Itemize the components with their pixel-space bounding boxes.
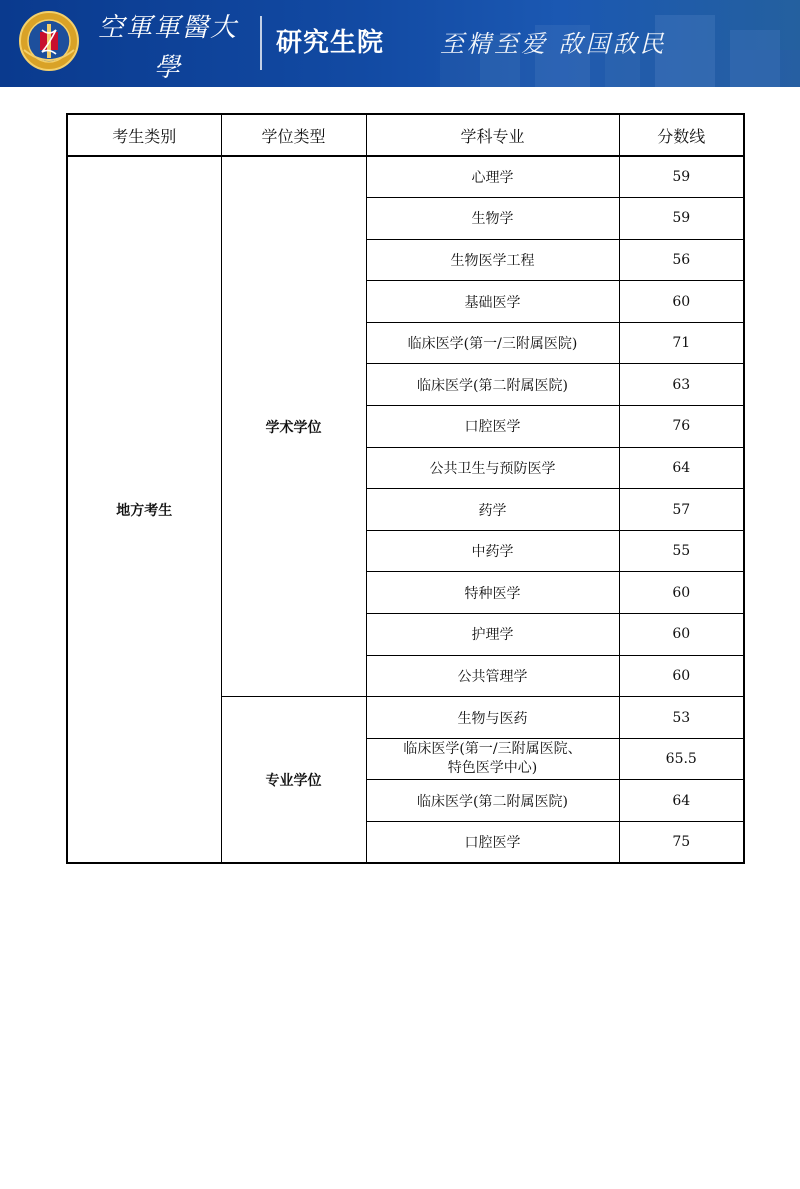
score-cell: 63 [619, 364, 744, 406]
department-name: 研究生院 [276, 28, 385, 58]
score-cell: 59 [619, 156, 744, 198]
major-cell: 生物学 [366, 198, 619, 240]
degree-cell-academic: 学术学位 [221, 156, 366, 697]
score-cell: 60 [619, 281, 744, 323]
major-cell: 药学 [366, 489, 619, 531]
header-banner [0, 0, 800, 104]
header-slogan: 至精至爱 敌国敌民 [440, 30, 667, 58]
score-cell: 60 [619, 614, 744, 656]
school-name: 空軍軍醫大學 [97, 13, 238, 83]
table-row [67, 156, 744, 198]
header-degree-type: 学位类型 [221, 114, 366, 156]
school-subtitle: （第四軍医大学） [111, 90, 224, 104]
score-cell: 56 [619, 239, 744, 281]
major-cell: 公共管理学 [366, 655, 619, 697]
header-major: 学科专业 [366, 114, 619, 156]
major-cell: 临床医学(第二附属医院) [366, 364, 619, 406]
major-line-2: 特色医学中心) [447, 760, 538, 777]
header-category: 考生类别 [67, 114, 221, 156]
major-cell: 临床医学(第一/三附属医院) [366, 322, 619, 364]
major-line-1: 临床医学(第一/三附属医院、 [403, 741, 582, 758]
major-cell: 口腔医学 [366, 822, 619, 864]
score-cell: 75 [619, 822, 744, 864]
score-line-table [66, 113, 745, 864]
header-divider [260, 16, 262, 70]
score-cell: 71 [619, 322, 744, 364]
score-cell: 76 [619, 406, 744, 448]
school-name-block [88, 8, 248, 106]
category-cell: 地方考生 [67, 156, 221, 863]
score-cell: 64 [619, 780, 744, 822]
major-cell: 特种医学 [366, 572, 619, 614]
university-emblem-icon [18, 10, 80, 72]
major-cell: 公共卫生与预防医学 [366, 447, 619, 489]
score-cell: 60 [619, 655, 744, 697]
major-cell: 护理学 [366, 614, 619, 656]
degree-cell-professional: 专业学位 [221, 697, 366, 863]
score-cell: 64 [619, 447, 744, 489]
header-score: 分数线 [619, 114, 744, 156]
major-cell: 基础医学 [366, 281, 619, 323]
score-cell: 57 [619, 489, 744, 531]
score-cell: 59 [619, 198, 744, 240]
score-cell: 55 [619, 530, 744, 572]
major-cell [366, 738, 619, 780]
major-cell: 生物医学工程 [366, 239, 619, 281]
table-header-row [67, 114, 744, 156]
major-cell: 心理学 [366, 156, 619, 198]
major-cell: 中药学 [366, 530, 619, 572]
major-cell: 口腔医学 [366, 406, 619, 448]
score-cell: 53 [619, 697, 744, 739]
major-cell: 生物与医药 [366, 697, 619, 739]
score-cell: 60 [619, 572, 744, 614]
major-cell: 临床医学(第二附属医院) [366, 780, 619, 822]
score-cell: 65.5 [619, 738, 744, 780]
